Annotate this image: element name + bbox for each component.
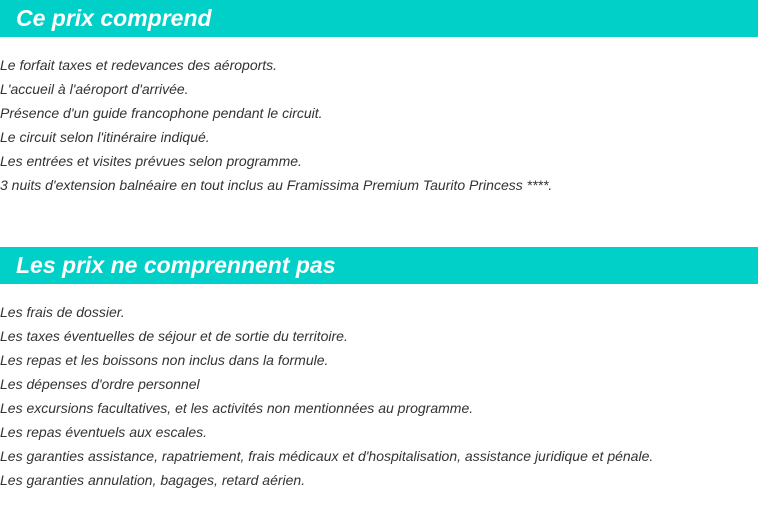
excluded-item: Les garanties assistance, rapatriement, frais médicaux et d'hospitalisation, assistance juridique et pénale. xyxy=(0,448,654,464)
excluded-item: Les taxes éventuelles de séjour et de sortie du territoire. xyxy=(0,328,348,344)
excluded-item: Les repas et les boissons non inclus dans la formule. xyxy=(0,352,329,368)
excluded-items-list xyxy=(0,300,653,492)
excluded-item: Les dépenses d'ordre personnel xyxy=(0,376,200,392)
included-item: 3 nuits d'extension balnéaire en tout inclus au Framissima Premium Taurito Princess ****. xyxy=(0,177,553,193)
excluded-section-title: Les prix ne comprennent pas xyxy=(0,247,758,284)
included-item: Les entrées et visites prévues selon programme. xyxy=(0,153,302,169)
excluded-item: Les frais de dossier. xyxy=(0,304,125,320)
excluded-item: Les garanties annulation, bagages, retard aérien. xyxy=(0,472,306,488)
included-item: Le forfait taxes et redevances des aéroports. xyxy=(0,57,278,73)
included-section-title: Ce prix comprend xyxy=(0,0,758,37)
included-item: L'accueil à l'aéroport d'arrivée. xyxy=(0,81,189,97)
excluded-item: Les excursions facultatives, et les activités non mentionnées au programme. xyxy=(0,400,474,416)
excluded-item: Les repas éventuels aux escales. xyxy=(0,424,208,440)
included-items-list xyxy=(0,53,552,197)
included-item: Présence d'un guide francophone pendant le circuit. xyxy=(0,105,323,121)
included-item: Le circuit selon l'itinéraire indiqué. xyxy=(0,129,210,145)
